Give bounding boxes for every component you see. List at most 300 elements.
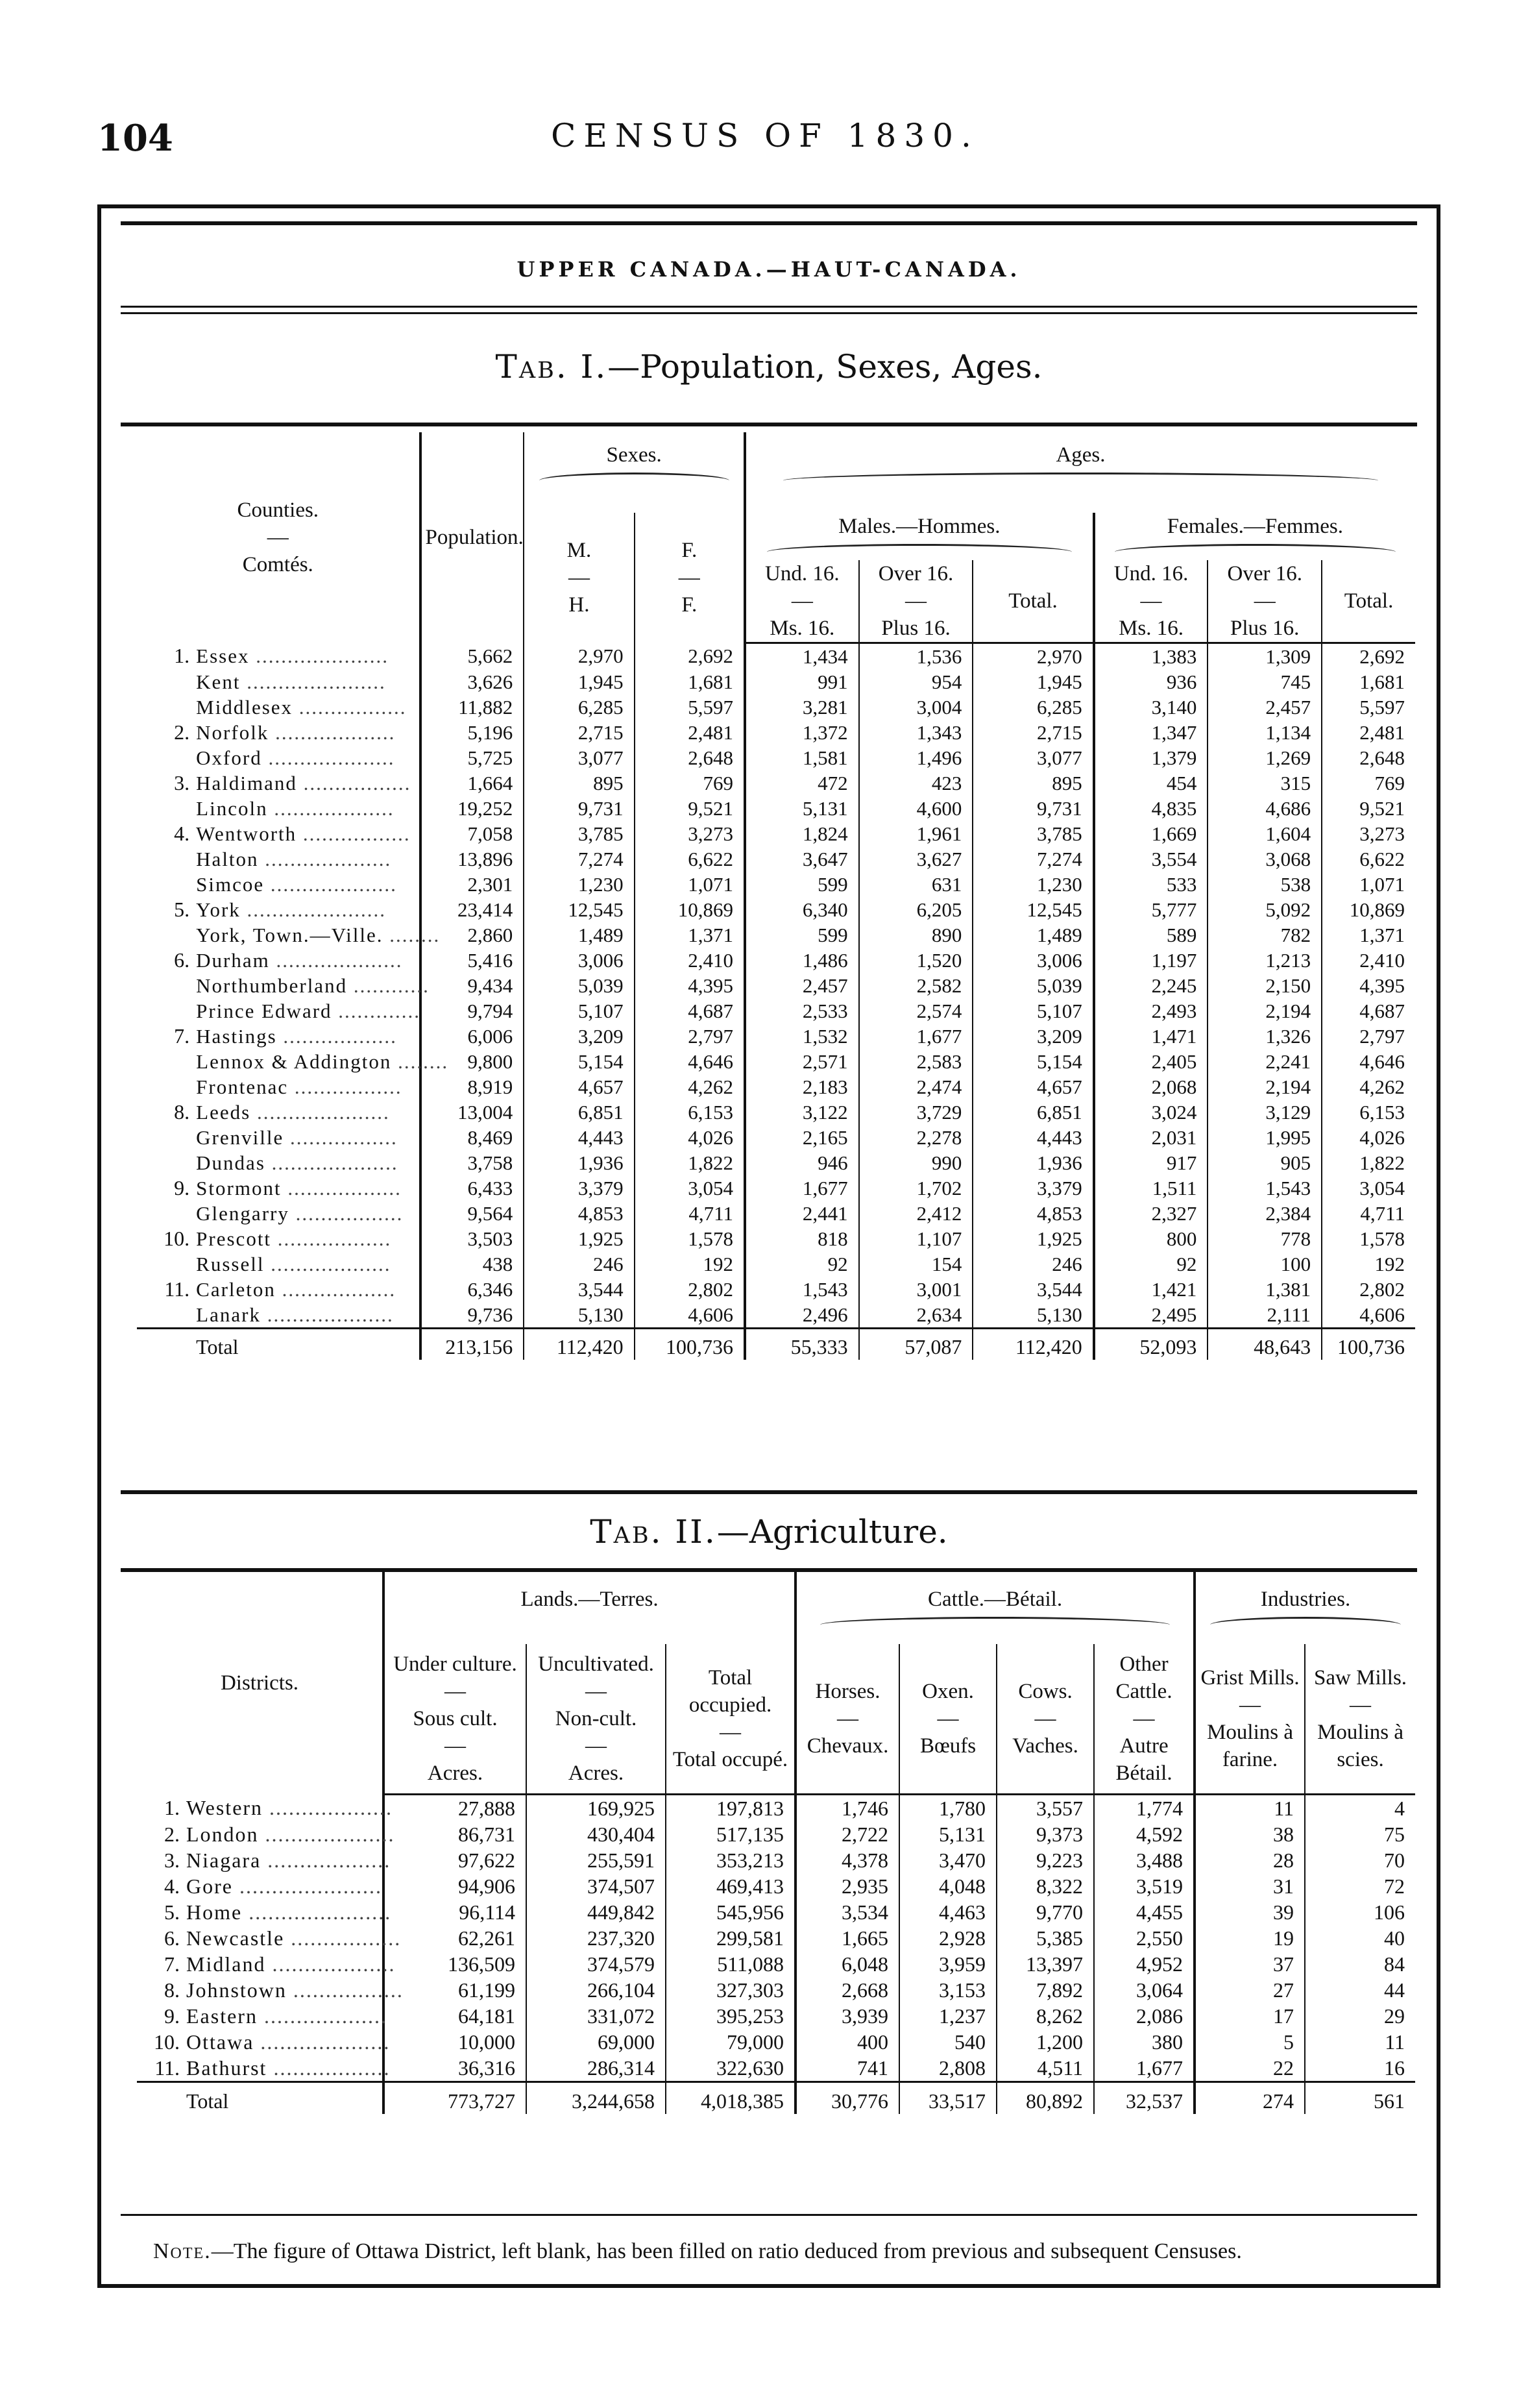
sexes-label: Sexes. [606,443,662,467]
female-over16-cell: 2,194 [1208,1074,1322,1100]
top-rule [121,221,1417,225]
other-cattle-label: Other Cattle. [1115,1652,1172,1703]
county-name: Glengarry ................. [196,1202,404,1225]
population-cell: 8,469 [420,1125,524,1150]
total-row [137,1329,1415,1360]
female-total-cell: 10,869 [1322,897,1415,922]
other-cattle-cell: 3,064 [1094,1977,1195,2003]
total-occupied-cell: 327,303 [666,1977,795,2003]
under-culture-cell: 36,316 [383,2055,526,2082]
female-total-cell: 4,026 [1322,1125,1415,1150]
total-occupied-cell: 517,135 [666,1821,795,1847]
population-cell: 5,725 [420,745,524,770]
population-cell: 23,414 [420,897,524,922]
district-number: 10. [154,2030,180,2054]
total-occupied-cell: 395,253 [666,2003,795,2029]
population-cell: 3,503 [420,1226,524,1251]
uncultivated-cell: 266,104 [526,1977,666,2003]
male-under16-cell: 1,532 [745,1024,859,1049]
cows-cell: 1,200 [997,2029,1094,2055]
female-over16-cell: 1,326 [1208,1024,1322,1049]
lands-header: Lands.—Terres. [383,1571,795,1644]
female-over16-cell: 2,150 [1208,973,1322,998]
county-name: York ...................... [196,898,387,921]
male-over16-cell: 631 [859,872,973,897]
district-name: Newcastle ................. [186,1926,402,1950]
females-brace [1115,544,1396,560]
female-over16-header [1208,560,1322,643]
female-total-cell: 2,797 [1322,1024,1415,1049]
district-number: 9. [164,2004,180,2028]
male-under16-cell: 1,677 [745,1175,859,1201]
total-label: Total [192,1329,420,1360]
dot-leader: ................... [263,1796,393,1820]
females-cell: 4,262 [635,1074,745,1100]
section-title: UPPER CANADA.—HAUT-CANADA. [516,257,1021,282]
oxen-cell: 5,131 [899,1821,997,1847]
total-occupe-label: Total occupé. [672,1748,788,1771]
dot-leader: ................... [265,1952,396,1976]
female-over16-label: Over 16. [1227,562,1302,585]
female-under16-cell: 1,471 [1094,1024,1208,1049]
dot-leader: ................... [257,2004,387,2028]
population-cell: 5,662 [420,643,524,670]
grist-mills-cell: 28 [1195,1847,1305,1873]
male-under16-cell: 2,496 [745,1302,859,1329]
female-over16-cell: 1,269 [1208,745,1322,770]
population-cell: 7,058 [420,821,524,846]
horses-cell: 6,048 [795,1951,899,1977]
uncultivated-cell: 430,404 [526,1821,666,1847]
uncultivated-cell: 69,000 [526,2029,666,2055]
county-name: Lanark .................... [196,1303,394,1326]
male-over16-cell: 6,205 [859,897,973,922]
saw-mills-cell: 40 [1305,1925,1415,1951]
population-cell: 9,794 [420,998,524,1024]
females-cell: 6,622 [635,846,745,872]
female-under16-cell: 2,493 [1094,998,1208,1024]
male-under16-cell: 1,581 [745,745,859,770]
horses-cell: 2,668 [795,1977,899,2003]
county-name: Hastings .................. [196,1025,397,1048]
table-row [137,1226,1415,1251]
table-row [137,2029,1415,2055]
population-cell: 11,882 [420,694,524,720]
under-culture-cell: 61,199 [383,1977,526,2003]
females-cell: 2,410 [635,948,745,973]
male-over16-cell: 1,520 [859,948,973,973]
ages-header [745,432,1415,513]
female-over16-cell: 778 [1208,1226,1322,1251]
table1-top-rule [121,423,1417,426]
table-row [137,1024,1415,1049]
district-name: Western ................... [186,1796,393,1820]
female-total-cell: 4,711 [1322,1201,1415,1226]
total-occupied-cell: 322,630 [666,2055,795,2082]
horses-cell: 1,665 [795,1925,899,1951]
county-name: Middlesex ................. [196,696,407,719]
population-cell: 3,758 [420,1150,524,1175]
males-cell: 5,039 [524,973,634,998]
table-row [137,973,1415,998]
under-culture-cell: 97,622 [383,1847,526,1873]
dot-leader: ................... [264,1253,391,1275]
f-header [635,513,745,643]
males-cell: 1,936 [524,1150,634,1175]
female-ms16-label: Ms. 16. [1119,617,1184,640]
uncultivated-label: Uncultivated. [538,1652,654,1676]
note-label: Note. [153,2239,212,2263]
dot-leader: ..................... [250,1101,390,1124]
dot-leader: ................. [289,1202,404,1225]
males-cell: 246 [524,1251,634,1277]
total-female-under16-cell: 52,093 [1094,1329,1208,1360]
sexes-brace [539,473,729,489]
male-over16-cell: 890 [859,922,973,948]
group-number: 9. [174,1176,190,1199]
male-und16-header [745,560,859,643]
male-over16-cell: 954 [859,669,973,694]
female-total-cell: 9,521 [1322,796,1415,821]
female-over16-cell: 1,604 [1208,821,1322,846]
note-text: —The figure of Ottawa District, left blank, has been filled on ratio deduced from previous and subsequent Censuses. [211,2239,1242,2263]
cows-cell: 13,397 [997,1951,1094,1977]
population-cell: 3,626 [420,669,524,694]
males-cell: 2,970 [524,643,634,670]
saw-mills-cell: 106 [1305,1899,1415,1925]
male-over16-cell: 1,677 [859,1024,973,1049]
female-over16-cell: 2,241 [1208,1049,1322,1074]
cows-cell: 8,322 [997,1873,1094,1899]
county-name: Norfolk ................... [196,721,396,744]
females-cell: 3,273 [635,821,745,846]
table2-header [137,1571,1415,1795]
female-under16-cell: 800 [1094,1226,1208,1251]
district-name: Gore ...................... [186,1874,382,1898]
horses-cell: 3,534 [795,1899,899,1925]
females-cell: 2,692 [635,643,745,670]
male-over16-cell: 1,961 [859,821,973,846]
sous-cult-label: Sous cult. [413,1707,498,1730]
table-row [137,720,1415,745]
female-total-cell: 4,262 [1322,1074,1415,1100]
horses-cell: 3,939 [795,2003,899,2029]
counties-dash: — [267,526,289,550]
district-name: Johnstown ................. [186,1978,404,2002]
females-cell: 4,395 [635,973,745,998]
dot-leader: ............ [347,974,430,997]
total-total-occupied-cell: 4,018,385 [666,2082,795,2115]
female-under16-cell: 92 [1094,1251,1208,1277]
group-number: 1. [174,644,190,668]
males-cell: 9,731 [524,796,634,821]
male-under16-cell: 2,183 [745,1074,859,1100]
oxen-label: Oxen. [922,1680,974,1703]
male-total-cell: 246 [973,1251,1093,1277]
females-cell: 4,687 [635,998,745,1024]
county-name: Essex ..................... [196,645,389,668]
horses-cell: 2,935 [795,1873,899,1899]
table-row [137,1951,1415,1977]
total-occupied-cell: 545,956 [666,1899,795,1925]
female-under16-cell: 1,511 [1094,1175,1208,1201]
oxen-header [899,1644,997,1795]
saw-mills-label: Saw Mills. [1314,1666,1407,1689]
section-rule-2 [121,312,1417,314]
grist-mills-cell: 27 [1195,1977,1305,2003]
dot-leader: .................... [254,2030,391,2054]
autre-betail-label: Autre Bétail. [1115,1734,1172,1785]
male-total-cell: 7,274 [973,846,1093,872]
population-cell: 9,800 [420,1049,524,1074]
saw-mills-cell: 29 [1305,2003,1415,2029]
county-name: Durham .................... [196,949,403,972]
group-number [137,1302,192,1329]
other-cattle-header [1094,1644,1195,1795]
dot-leader: .................... [258,1823,395,1846]
male-total-cell: 3,379 [973,1175,1093,1201]
county-name: Halton .................... [196,848,392,870]
total-female-over16-cell: 48,643 [1208,1329,1322,1360]
district-number: 4. [164,1874,180,1898]
moulins-farine-label: Moulins à farine. [1207,1721,1293,1771]
county-name: Grenville ................. [196,1126,398,1149]
oxen-cell: 4,048 [899,1873,997,1899]
under-dash: — [444,1680,467,1703]
female-under16-cell: 454 [1094,770,1208,796]
dot-leader: ................. [297,772,411,794]
under-culture-header [383,1644,526,1795]
male-under16-cell: 3,281 [745,694,859,720]
dot-leader: ...................... [240,898,387,921]
population-cell: 5,196 [420,720,524,745]
table-row [137,821,1415,846]
female-under16-cell: 2,068 [1094,1074,1208,1100]
total-row [137,2082,1415,2115]
ages-label: Ages. [1056,443,1106,467]
horses-cell: 4,378 [795,1847,899,1873]
industries-label: Industries. [1260,1588,1351,1611]
m-dash: — [568,566,590,590]
uncultivated-cell: 374,579 [526,1951,666,1977]
under-culture-cell: 64,181 [383,2003,526,2029]
dot-leader: ................... [267,797,395,820]
dot-leader: .................. [271,1227,392,1250]
uncultivated-cell: 449,842 [526,1899,666,1925]
district-name: Ottawa .................... [186,2030,391,2054]
table-row [137,998,1415,1024]
saw-mills-cell: 11 [1305,2029,1415,2055]
grist-mills-header [1195,1644,1305,1795]
table-row [137,1795,1415,1822]
male-over16-cell: 2,278 [859,1125,973,1150]
total-male-under16-cell: 55,333 [745,1329,859,1360]
male-under16-cell: 991 [745,669,859,694]
saw-mills-cell: 16 [1305,2055,1415,2082]
population-cell: 5,416 [420,948,524,973]
dot-leader: ............. [332,1000,421,1022]
table-row [137,1925,1415,1951]
district-number: 8. [164,1978,180,2002]
total-females-cell: 100,736 [635,1329,745,1360]
group-number: 10. [164,1227,190,1250]
dot-leader: ...................... [232,1874,382,1898]
population-cell: 8,919 [420,1074,524,1100]
group-number: 11. [164,1277,190,1301]
female-over16-cell: 1,381 [1208,1277,1322,1302]
under-culture-cell: 94,906 [383,1873,526,1899]
table-row [137,1977,1415,2003]
female-under16-cell: 589 [1094,922,1208,948]
males-cell: 7,274 [524,846,634,872]
table-row [137,1821,1415,1847]
districts-header: Districts. [220,1671,299,1695]
females-cell: 192 [635,1251,745,1277]
total-occupied-cell: 197,813 [666,1795,795,1822]
horses-cell: 2,722 [795,1821,899,1847]
dot-leader: ...................... [240,670,386,693]
uncult-dash: — [585,1680,607,1703]
female-total-cell: 1,371 [1322,922,1415,948]
total-male-over16-cell: 57,087 [859,1329,973,1360]
female-total-cell: 2,648 [1322,745,1415,770]
male-over16-dash: — [905,589,927,613]
oxen-cell: 3,153 [899,1977,997,2003]
table-row [137,2003,1415,2029]
table-row [137,643,1415,670]
female-under16-cell: 2,245 [1094,973,1208,998]
male-over16-cell: 2,574 [859,998,973,1024]
dot-leader: .................. [276,1025,397,1048]
group-number: 6. [174,948,190,972]
table1-bottom-rule [121,1490,1417,1494]
cows-header [997,1644,1094,1795]
females-cell: 9,521 [635,796,745,821]
female-under16-cell: 1,383 [1094,643,1208,670]
district-name: Home ...................... [186,1900,392,1924]
oxen-cell: 3,470 [899,1847,997,1873]
cattle-label: Cattle.—Bétail. [927,1588,1063,1611]
females-cell: 4,606 [635,1302,745,1329]
grist-mills-cell: 31 [1195,1873,1305,1899]
grist-mills-cell: 17 [1195,2003,1305,2029]
male-over16-cell: 990 [859,1150,973,1175]
male-under16-cell: 2,533 [745,998,859,1024]
population-cell: 438 [420,1251,524,1277]
table2-body [137,1795,1415,2115]
male-total-cell: 2,970 [973,643,1093,670]
group-number [137,846,192,872]
male-total-cell: 3,077 [973,745,1093,770]
female-und16-label: Und. 16. [1113,562,1189,585]
table2-title [101,1513,1437,1551]
females-cell: 3,054 [635,1175,745,1201]
female-total-cell: 4,646 [1322,1049,1415,1074]
population-header: Population. [420,432,524,643]
dot-leader: .................. [275,1278,396,1301]
total-other-cattle-cell: 32,537 [1094,2082,1195,2115]
female-und16-dash: — [1140,589,1162,613]
county-name: Wentworth ................. [196,822,411,845]
dot-leader: .................... [265,1151,398,1174]
total-saw-mills-cell: 561 [1305,2082,1415,2115]
male-under16-cell: 6,340 [745,897,859,922]
females-cell: 1,681 [635,669,745,694]
males-cell: 6,285 [524,694,634,720]
dot-leader: ..................... [249,645,389,668]
female-und16-header [1094,560,1208,643]
dot-leader: ................. [286,1978,404,2002]
m-header [524,513,634,643]
males-header [745,513,1094,560]
females-cell: 2,648 [635,745,745,770]
male-over16-cell: 2,474 [859,1074,973,1100]
uncultivated-cell: 331,072 [526,2003,666,2029]
total-horses-cell: 30,776 [795,2082,899,2115]
population-table [137,432,1415,1360]
male-total-cell: 6,285 [973,694,1093,720]
non-cult-label: Non-cult. [555,1707,637,1730]
male-under16-cell: 5,131 [745,796,859,821]
female-over16-dash: — [1254,589,1276,613]
moulins-scies-label: Moulins à scies. [1317,1721,1403,1771]
males-cell: 3,209 [524,1024,634,1049]
female-total-cell: 3,273 [1322,821,1415,846]
population-cell: 6,006 [420,1024,524,1049]
county-name: Lennox & Addington ........ [196,1050,449,1073]
saw-mills-cell: 4 [1305,1795,1415,1822]
cows-dash: — [1034,1707,1056,1730]
industries-header [1195,1571,1415,1644]
population-cell: 2,860 [420,922,524,948]
total-grist-mills-cell: 274 [1195,2082,1305,2115]
comtes-label: Comtés. [242,553,313,577]
females-cell: 5,597 [635,694,745,720]
group-number [137,745,192,770]
horses-dash: — [837,1707,859,1730]
table-row [137,1100,1415,1125]
grist-mills-cell: 39 [1195,1899,1305,1925]
county-name: Simcoe .................... [196,873,397,896]
under-culture-cell: 96,114 [383,1899,526,1925]
male-under16-cell: 2,441 [745,1201,859,1226]
table1-body [137,643,1415,1360]
agriculture-table [137,1571,1415,2114]
table1-title [101,348,1437,386]
male-under16-cell: 92 [745,1251,859,1277]
female-over16-cell: 315 [1208,770,1322,796]
total-occupied-header [666,1644,795,1795]
district-number: 6. [164,1926,180,1950]
population-cell: 2,301 [420,872,524,897]
male-over16-cell: 154 [859,1251,973,1277]
group-number [137,669,192,694]
female-over16-cell: 2,194 [1208,998,1322,1024]
table2-title-rest: —Agriculture. [716,1513,948,1551]
population-cell: 6,433 [420,1175,524,1201]
female-over16-cell: 782 [1208,922,1322,948]
dot-leader: ................... [261,1849,391,1872]
under-culture-label: Under culture. [393,1652,517,1676]
total-male-total-cell: 112,420 [973,1329,1093,1360]
total-occupied-cell: 353,213 [666,1847,795,1873]
other-cattle-cell: 1,774 [1094,1795,1195,1822]
table-row [137,1125,1415,1150]
female-under16-cell: 2,495 [1094,1302,1208,1329]
males-cell: 1,925 [524,1226,634,1251]
other-cattle-cell: 3,488 [1094,1847,1195,1873]
table-row [137,694,1415,720]
